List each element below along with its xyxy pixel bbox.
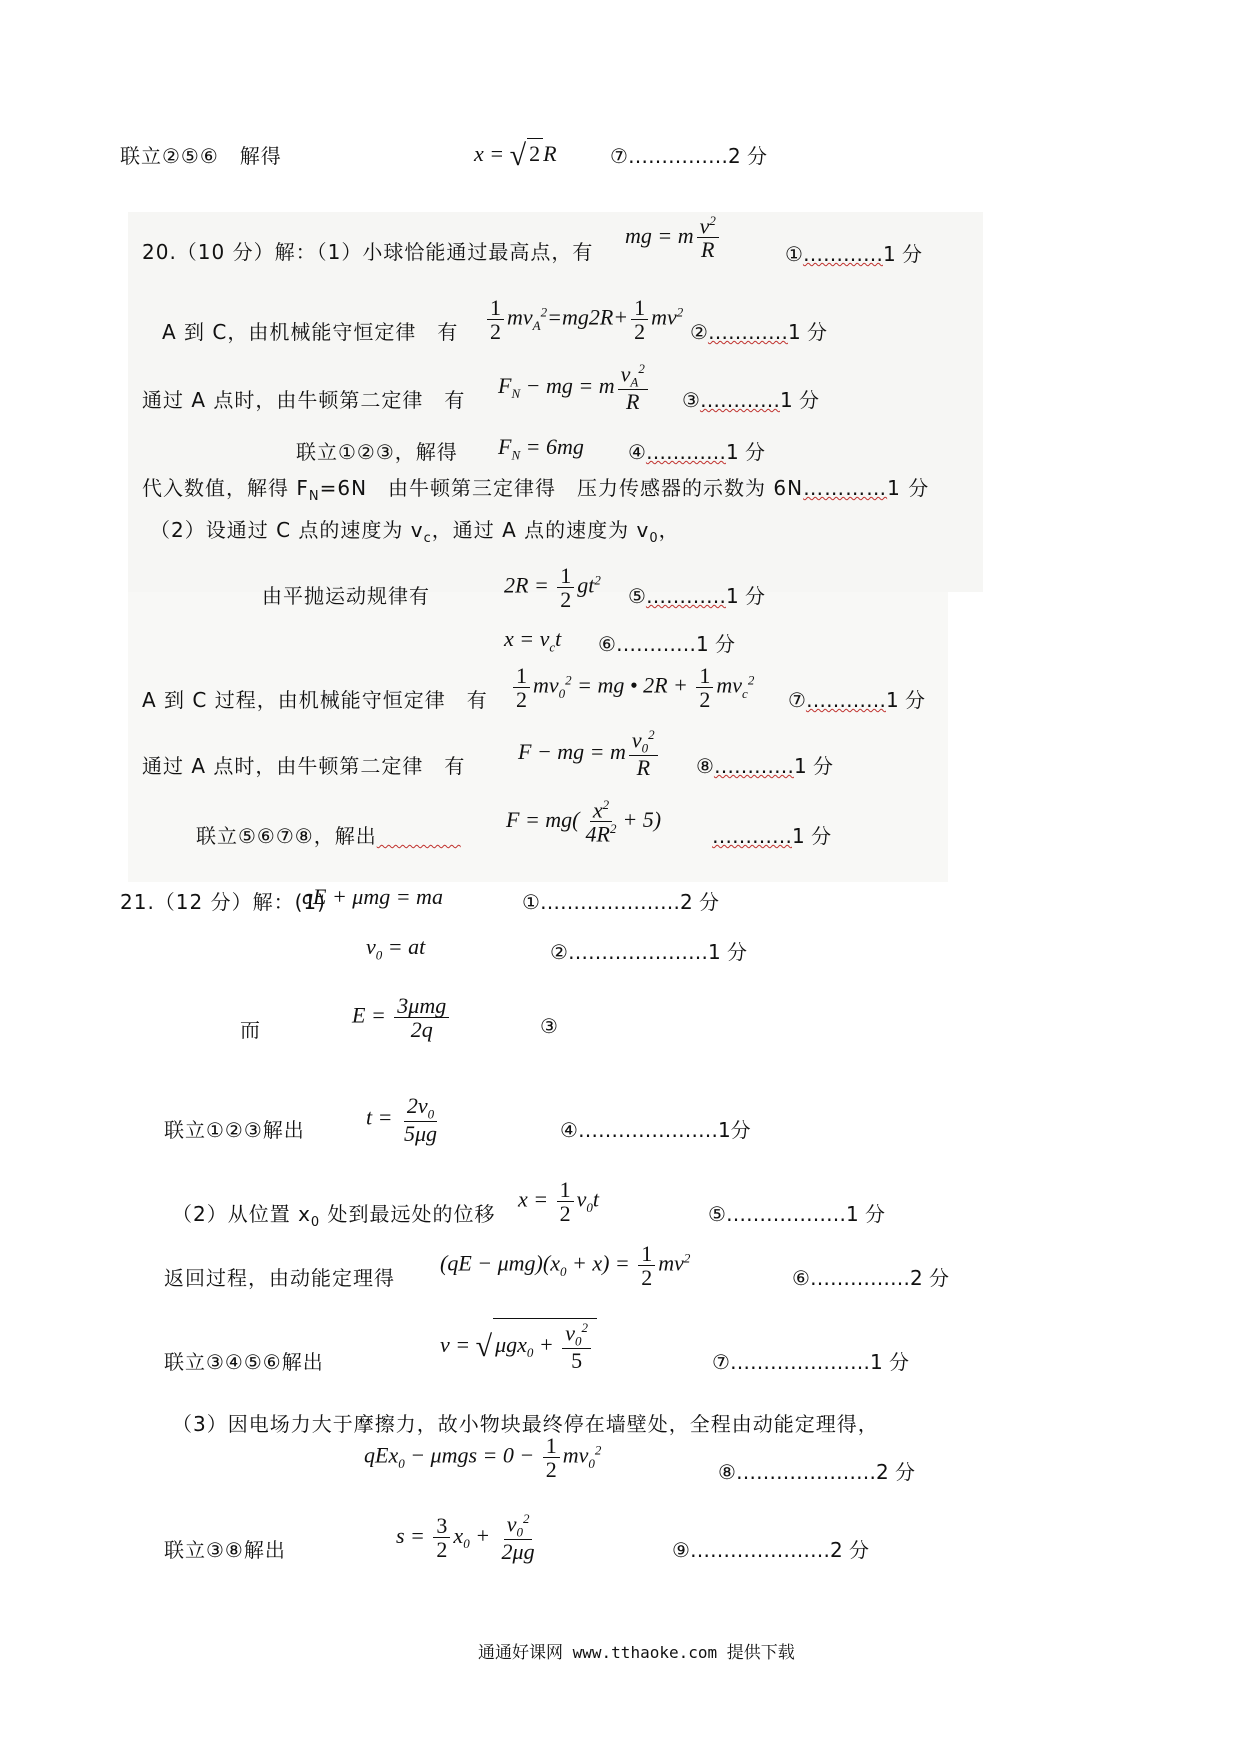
q20-score-8: ⑧…………1 分 bbox=[696, 754, 834, 778]
q20-part2-intro: （2）设通过 C 点的速度为 $v_c$，通过 A 点的速度为 $v_0$， bbox=[150, 518, 680, 546]
q21-combine38-label: 联立③⑧解出 bbox=[164, 1538, 286, 1562]
q20-eq5: 2R = $\frac{1}{2}$ $gt^2$ bbox=[504, 563, 601, 613]
q21-eq1: qE + μmg = ma bbox=[302, 884, 443, 909]
q20-eq4: $F_N = 6mg$ bbox=[498, 434, 584, 463]
q21-part3-label: （3）因电场力大于摩擦力，故小物块最终停在墙壁处，全程由动能定理得， bbox=[172, 1412, 879, 1436]
q20-score-6: ⑥…………1 分 bbox=[598, 632, 736, 656]
q20-score-4: ④…………1 分 bbox=[628, 440, 766, 464]
footer-url[interactable]: www.tthaoke.com bbox=[572, 1643, 718, 1662]
top-line-score: ⑦……………2 分 bbox=[610, 144, 768, 168]
q20-score-7: ⑦…………1 分 bbox=[788, 688, 926, 712]
q21-and-label: 而 bbox=[240, 1018, 261, 1042]
q21-eq9: s = $\frac{3}{2}$ $x_0$ + $\frac{v_0^2}{2\mu g}$ bbox=[396, 1511, 535, 1565]
q21-score-1: ①…………………2 分 bbox=[522, 890, 720, 914]
q21-eq6: $(qE - \mu mg)(x_0 + x)$ = $\frac{1}{2}$ $mv^2$ bbox=[440, 1241, 691, 1291]
q20-projectile-label: 由平抛运动规律有 bbox=[262, 584, 430, 608]
q20-score-1: ①…………1 分 bbox=[785, 242, 923, 266]
footer-site-name: 通通好课网 bbox=[478, 1643, 563, 1663]
q21-eq2: $v_0$ = at bbox=[366, 934, 426, 963]
q20-eq8: F − mg = m $\frac{v_0^2}{R}$ bbox=[518, 728, 661, 779]
q21-combine123-label: 联立①②③解出 bbox=[164, 1118, 305, 1142]
q21-score-7: ⑦…………………1 分 bbox=[712, 1350, 910, 1374]
q20-eq6: $x = v_ct$ bbox=[504, 626, 562, 655]
q21-eq5: x = $\frac{1}{2}$ $v_0t$ bbox=[518, 1177, 600, 1227]
q21-score-8: ⑧…………………2 分 bbox=[718, 1460, 916, 1484]
q21-score-6: ⑥……………2 分 bbox=[792, 1266, 950, 1290]
top-line-equation: x = √ 2 R bbox=[474, 139, 557, 172]
q21-score-2: ②…………………1 分 bbox=[550, 940, 748, 964]
q21-eq7: v = √ μgx$_0$ + $\frac{v_0^2}{5}$ bbox=[440, 1318, 597, 1372]
q20-header: 20.（10 分）解：（1）小球恰能通过最高点，有 bbox=[142, 240, 594, 264]
q20-process-energy-label: A 到 C 过程，由机械能守恒定律 有 bbox=[142, 688, 488, 712]
q21-eq8: qEx$_0$ − μmgs = 0 − $\frac{1}{2}$ $mv_0^2$ bbox=[364, 1433, 602, 1483]
q21-eq4: t = $\frac{2v_0}{5\mu g}$ bbox=[366, 1093, 438, 1147]
q21-header: 21.（12 分）解：(1) bbox=[120, 890, 326, 914]
footer-suffix: 提供下载 bbox=[726, 1643, 795, 1663]
q20-eq1: mg = m $\frac{v^2}{R}$ bbox=[625, 214, 722, 262]
page-footer bbox=[478, 1638, 795, 1663]
q21-return-label: 返回过程，由动能定理得 bbox=[164, 1266, 395, 1290]
q21-score-3: ③ bbox=[540, 1014, 558, 1038]
q21-score-9: ⑨…………………2 分 bbox=[672, 1538, 870, 1562]
q20-score-5: ⑤…………1 分 bbox=[628, 584, 766, 608]
q21-combine3456-label: 联立③④⑤⑥解出 bbox=[164, 1350, 324, 1374]
q20-combine2-label: 联立⑤⑥⑦⑧，解出​ bbox=[196, 824, 461, 848]
q21-part2-label: （2）从位置 $x_0$ 处到最远处的位移 bbox=[172, 1202, 496, 1230]
q21-eq3: E = $\frac{\text{3μmg}}{2q}$ bbox=[352, 994, 452, 1041]
top-line-label: 联立②⑤⑥ 解得 bbox=[120, 144, 282, 168]
q20-score-9: …………1 分 bbox=[712, 824, 832, 848]
q20-eq7: $\frac{1}{2}$ $mv_0^2$ = mg • 2R + $\frac{1}{2}$ $mv_c^2$ bbox=[510, 664, 754, 711]
q20-score-3: ③…………1 分 bbox=[682, 388, 820, 412]
q21-score-4: ④…………………1分 bbox=[560, 1118, 751, 1142]
q20-newton2-label: 通过 A 点时，由牛顿第二定律 有 bbox=[142, 754, 466, 778]
q20-eq2: $\frac{1}{2}$ $mv_A^2=mg2R+$ $\frac{1}{2}$ $mv^2$ bbox=[484, 296, 683, 343]
q20-line-values: 代入数值，解得 $F_N=6N$ 由牛顿第三定律得 压力传感器的示数为 6N…………1 分 bbox=[142, 476, 930, 504]
q20-eq9: F = mg( $\frac{x^2}{4R^2}$ + 5) bbox=[506, 797, 662, 847]
q21-score-5: ⑤………………1 分 bbox=[708, 1202, 886, 1226]
q20-eq3: $F_N$ − mg = m $\frac{v_A^2}{R}$ bbox=[498, 362, 651, 413]
q20-line-energy-label: A 到 C，由机械能守恒定律 有 bbox=[162, 320, 459, 344]
q20-line-combine-label: 联立①②③，解得 bbox=[296, 440, 458, 464]
q20-line-newton-label: 通过 A 点时，由牛顿第二定律 有 bbox=[142, 388, 466, 412]
q20-score-2: ②…………1 分 bbox=[690, 320, 828, 344]
